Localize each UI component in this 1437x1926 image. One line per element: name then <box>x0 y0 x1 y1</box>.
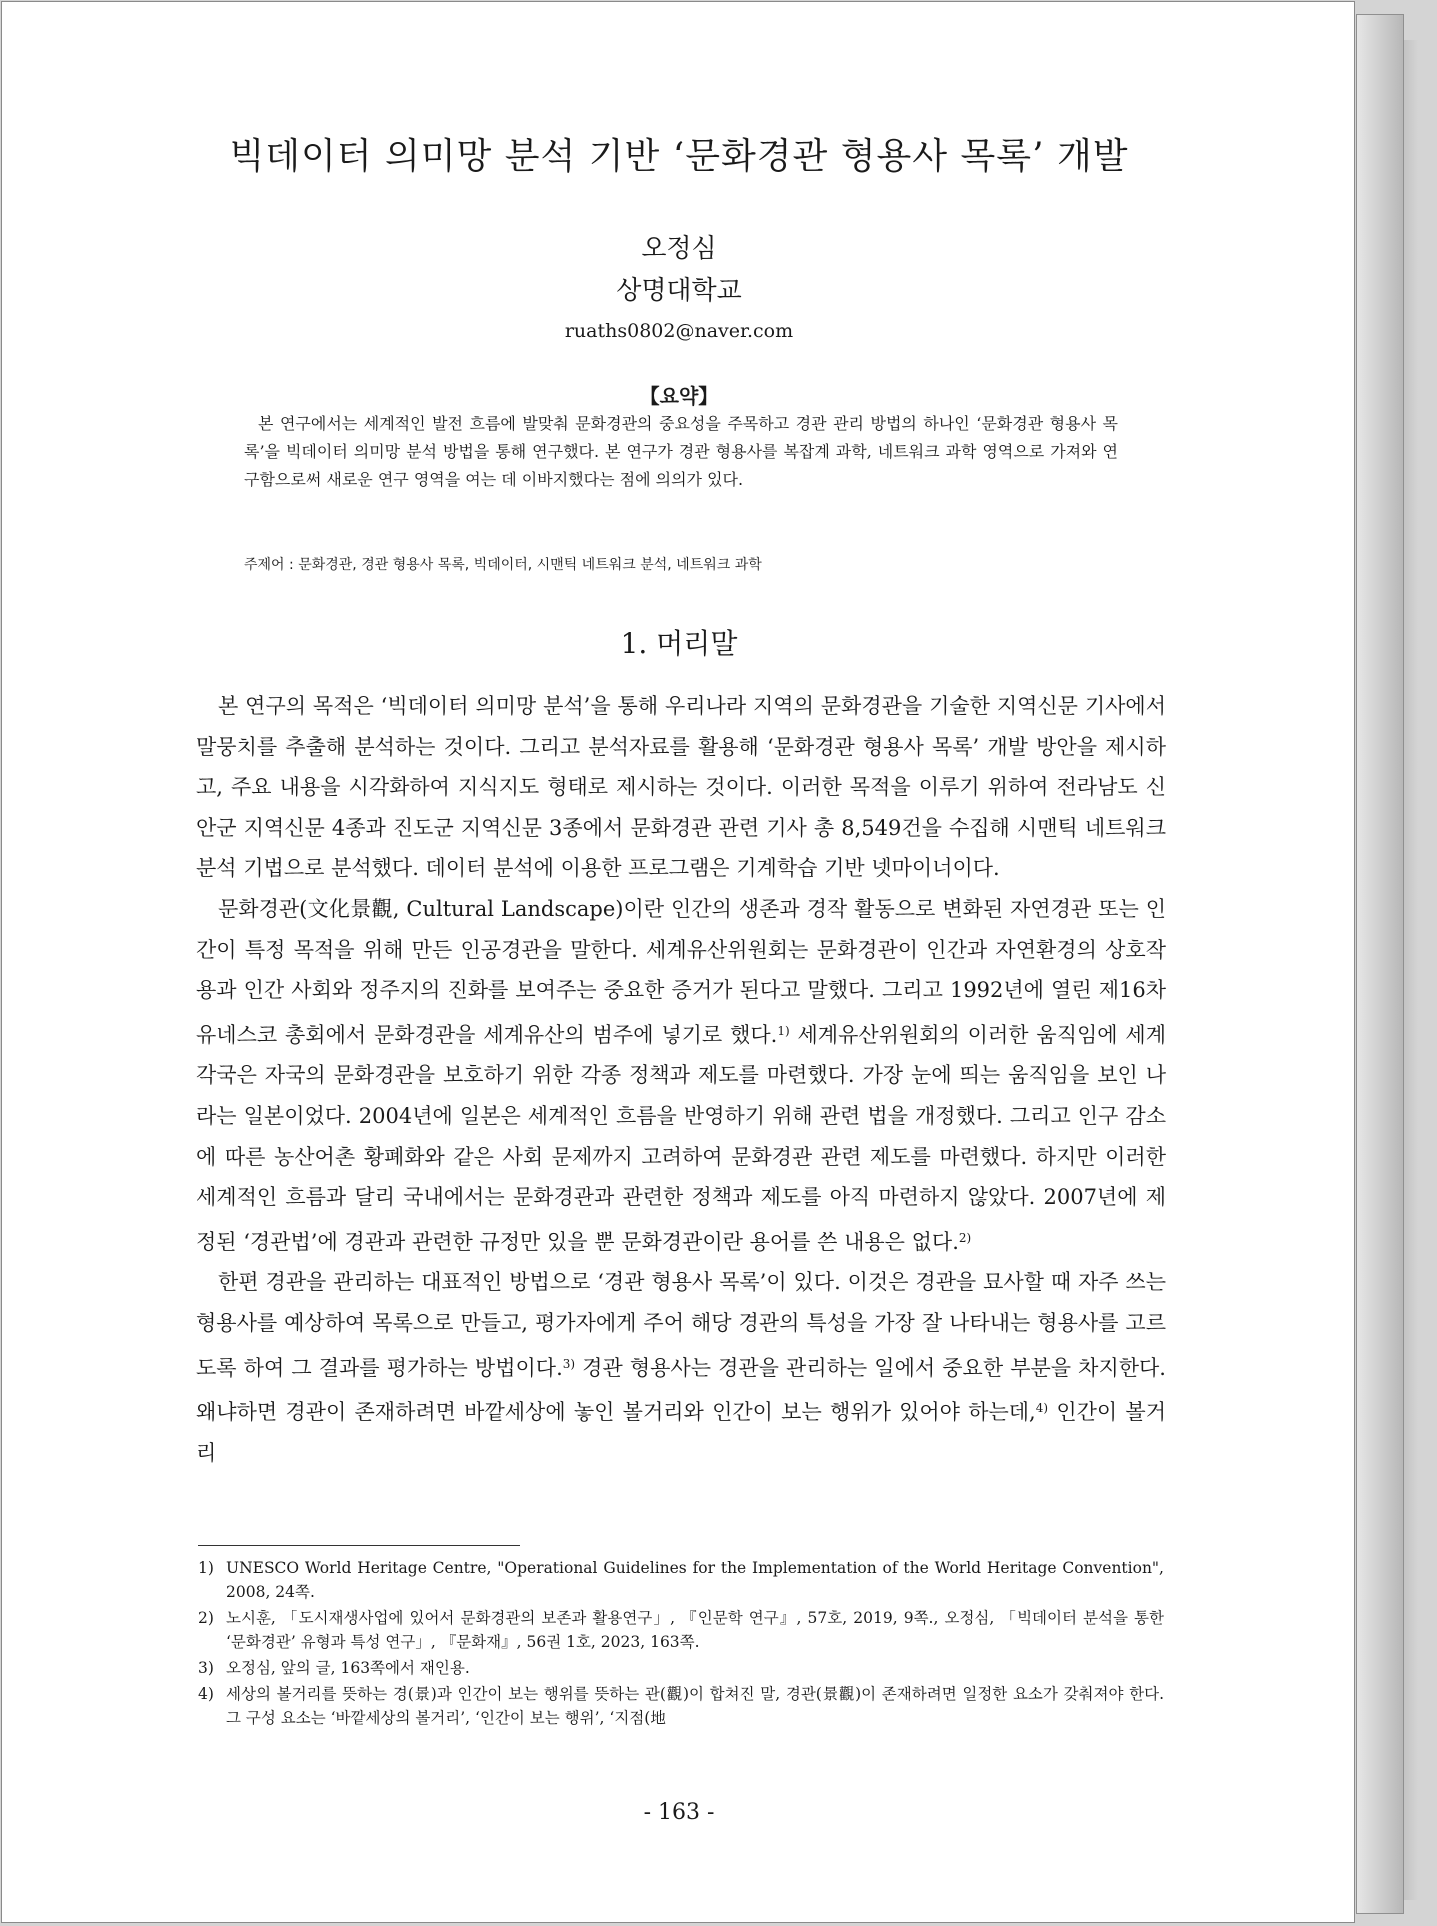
page-stack-shadow <box>1404 40 1418 1900</box>
footnotes <box>198 1556 1164 1732</box>
author-name: 오정심 <box>641 234 717 264</box>
author-affiliation: 상명대학교 <box>616 276 742 306</box>
page-stack-edge <box>1356 14 1404 1914</box>
abstract-text: 본 연구에서는 세계적인 발전 흐름에 발맞춰 문화경관의 중요성을 주목하고 경관 관리 방법의 하나인 ‘문화경관 형용사 목록’을 빅데이터 의미망 분석 방법을 통해 연구했다. 본 연구가 경관 형용사를 복잡계 과학, 네트워크 과학 영역으로 가져와 연구함으로써 새로운 연구 영역을 여는 데 이바지했다는 점에 의의가 있다. <box>244 414 1118 489</box>
footnote-2 <box>198 1606 1164 1654</box>
abstract-heading: 【요약】 <box>639 384 719 408</box>
keywords-label: 주제어 : <box>244 557 294 573</box>
keywords-line <box>244 554 1144 574</box>
document-page <box>1 1 1355 1923</box>
paragraph-2-part-b: 세계유산위원회의 이러한 움직임에 세계 각국은 자국의 문화경관을 보호하기 위한 각종 정책과 제도를 마련했다. 가장 눈에 띄는 움직임을 보인 나라는 일본이었다. 2004년에 일본은 세계적인 흐름을 반영하기 위해 관련 법을 개정했다. 그리고 인구 감소에 따른 농산어촌 황폐화와 같은 사회 문제까지 고려하여 문화경관 관련 제도를 마련했다. 하지만 이러한 세계적인 흐름과 달리 국내에서는 문화경관과 관련한 정책과 제도를 아직 마련하지 않았다. 2007년에 제정된 ‘경관법’에 경관과 관련한 규정만 있을 뿐 문화경관이란 용어를 쓴 내용은 없다. <box>196 1022 1166 1254</box>
footnote-3 <box>198 1656 1164 1680</box>
paragraph-3-part-b: 경관 형용사는 경관을 관리하는 일에서 중요한 부분을 차지한다. 왜냐하면 경관이 존재하려면 바깥세상에 놓인 볼거리와 인간이 보는 행위가 있어야 하는데, <box>196 1355 1166 1425</box>
footnote-text: 오정심, 앞의 글, 163쪽에서 재인용. <box>226 1659 470 1677</box>
body-text <box>196 686 1166 1473</box>
paragraph-1: 본 연구의 목적은 ‘빅데이터 의미망 분석’을 통해 우리나라 지역의 문화경관을 기술한 지역신문 기사에서 말뭉치를 추출해 분석하는 것이다. 그리고 분석자료를 활용해 ‘문화경관 형용사 목록’ 개발 방안을 제시하고, 주요 내용을 시각화하여 지식지도 형태로 제시하는 것이다. 이러한 목적을 이루기 위하여 전라남도 신안군 지역신문 4종과 진도군 지역신문 3종에서 문화경관 관련 기사 총 8,549건을 수집해 시맨틱 네트워크 분석 기법으로 분석했다. 데이터 분석에 이용한 프로그램은 기계학습 기반 넷마이너이다. <box>196 694 1166 881</box>
paper-title: 빅데이터 의미망 분석 기반 ‘문화경관 형용사 목록’ 개발 <box>229 136 1129 177</box>
paragraph-3-part-c: 인간이 볼거리 <box>196 1400 1167 1465</box>
footnote-text: 노시훈, 「도시재생사업에 있어서 문화경관의 보존과 활용연구」, 『인문학 연구』, 57호, 2019, 9쪽., 오정심, 「빅데이터 분석을 통한 ‘문화경관’ 유형과 특성 연구」, 『문화재』, 56권 1호, 2023, 163쪽. <box>226 1609 1164 1651</box>
paragraph-2 <box>196 889 1166 1262</box>
section-title: 1. 머리말 <box>620 627 738 660</box>
footnote-divider <box>198 1545 520 1546</box>
page-number: - 163 - <box>643 1800 715 1825</box>
author-email: ruaths0802@naver.com <box>564 320 794 342</box>
footnote-ref-1: 1) <box>777 1023 790 1038</box>
footnote-number: 1) <box>198 1559 214 1577</box>
footnote-ref-2: 2) <box>958 1230 972 1245</box>
paragraph-3 <box>196 1262 1166 1473</box>
footnote-ref-4: 4) <box>1035 1401 1049 1416</box>
footnote-4 <box>198 1682 1164 1730</box>
paragraph-2-part-a: 문화경관(文化景觀, Cultural Landscape)이란 인간의 생존과 경작 활동으로 변화된 자연경관 또는 인간이 특정 목적을 위해 만든 인공경관을 말한다. 세계유산위원회는 문화경관이 인간과 자연환경의 상호작용과 인간 사회와 정주지의 진화를 보여주는 중요한 증거가 된다고 말했다. 그리고 1992년에 열린 제16차 유네스코 총회에서 문화경관을 세계유산의 범주에 넣기로 했다. <box>196 896 1166 1047</box>
footnote-text: UNESCO World Heritage Centre, "Operational Guidelines for the Implementation of the World Heritage Convention", 2008, 24쪽. <box>226 1559 1164 1601</box>
footnote-number: 2) <box>198 1609 214 1627</box>
footnote-ref-3: 3) <box>562 1356 576 1371</box>
footnote-1 <box>198 1556 1164 1604</box>
footnote-text: 세상의 볼거리를 뜻하는 경(景)과 인간이 보는 행위를 뜻하는 관(觀)이 합쳐진 말, 경관(景觀)이 존재하려면 일정한 요소가 갖춰져야 한다. 그 구성 요소는 ‘바깥세상의 볼거리’, ‘인간이 보는 행위’, ‘지점(地 <box>226 1685 1164 1727</box>
keywords-list: 문화경관, 경관 형용사 목록, 빅데이터, 시맨틱 네트워크 분석, 네트워크 과학 <box>298 557 762 573</box>
footnote-number: 4) <box>198 1685 214 1703</box>
footnote-number: 3) <box>198 1659 214 1677</box>
paragraph-3-part-a: 한편 경관을 관리하는 대표적인 방법으로 ‘경관 형용사 목록’이 있다. 이것은 경관을 묘사할 때 자주 쓰는 형용사를 예상하여 목록으로 만들고, 평가자에게 주어 해당 경관의 특성을 가장 잘 나타내는 형용사를 고르도록 하여 그 결과를 평가하는 방법이다. <box>196 1270 1166 1380</box>
